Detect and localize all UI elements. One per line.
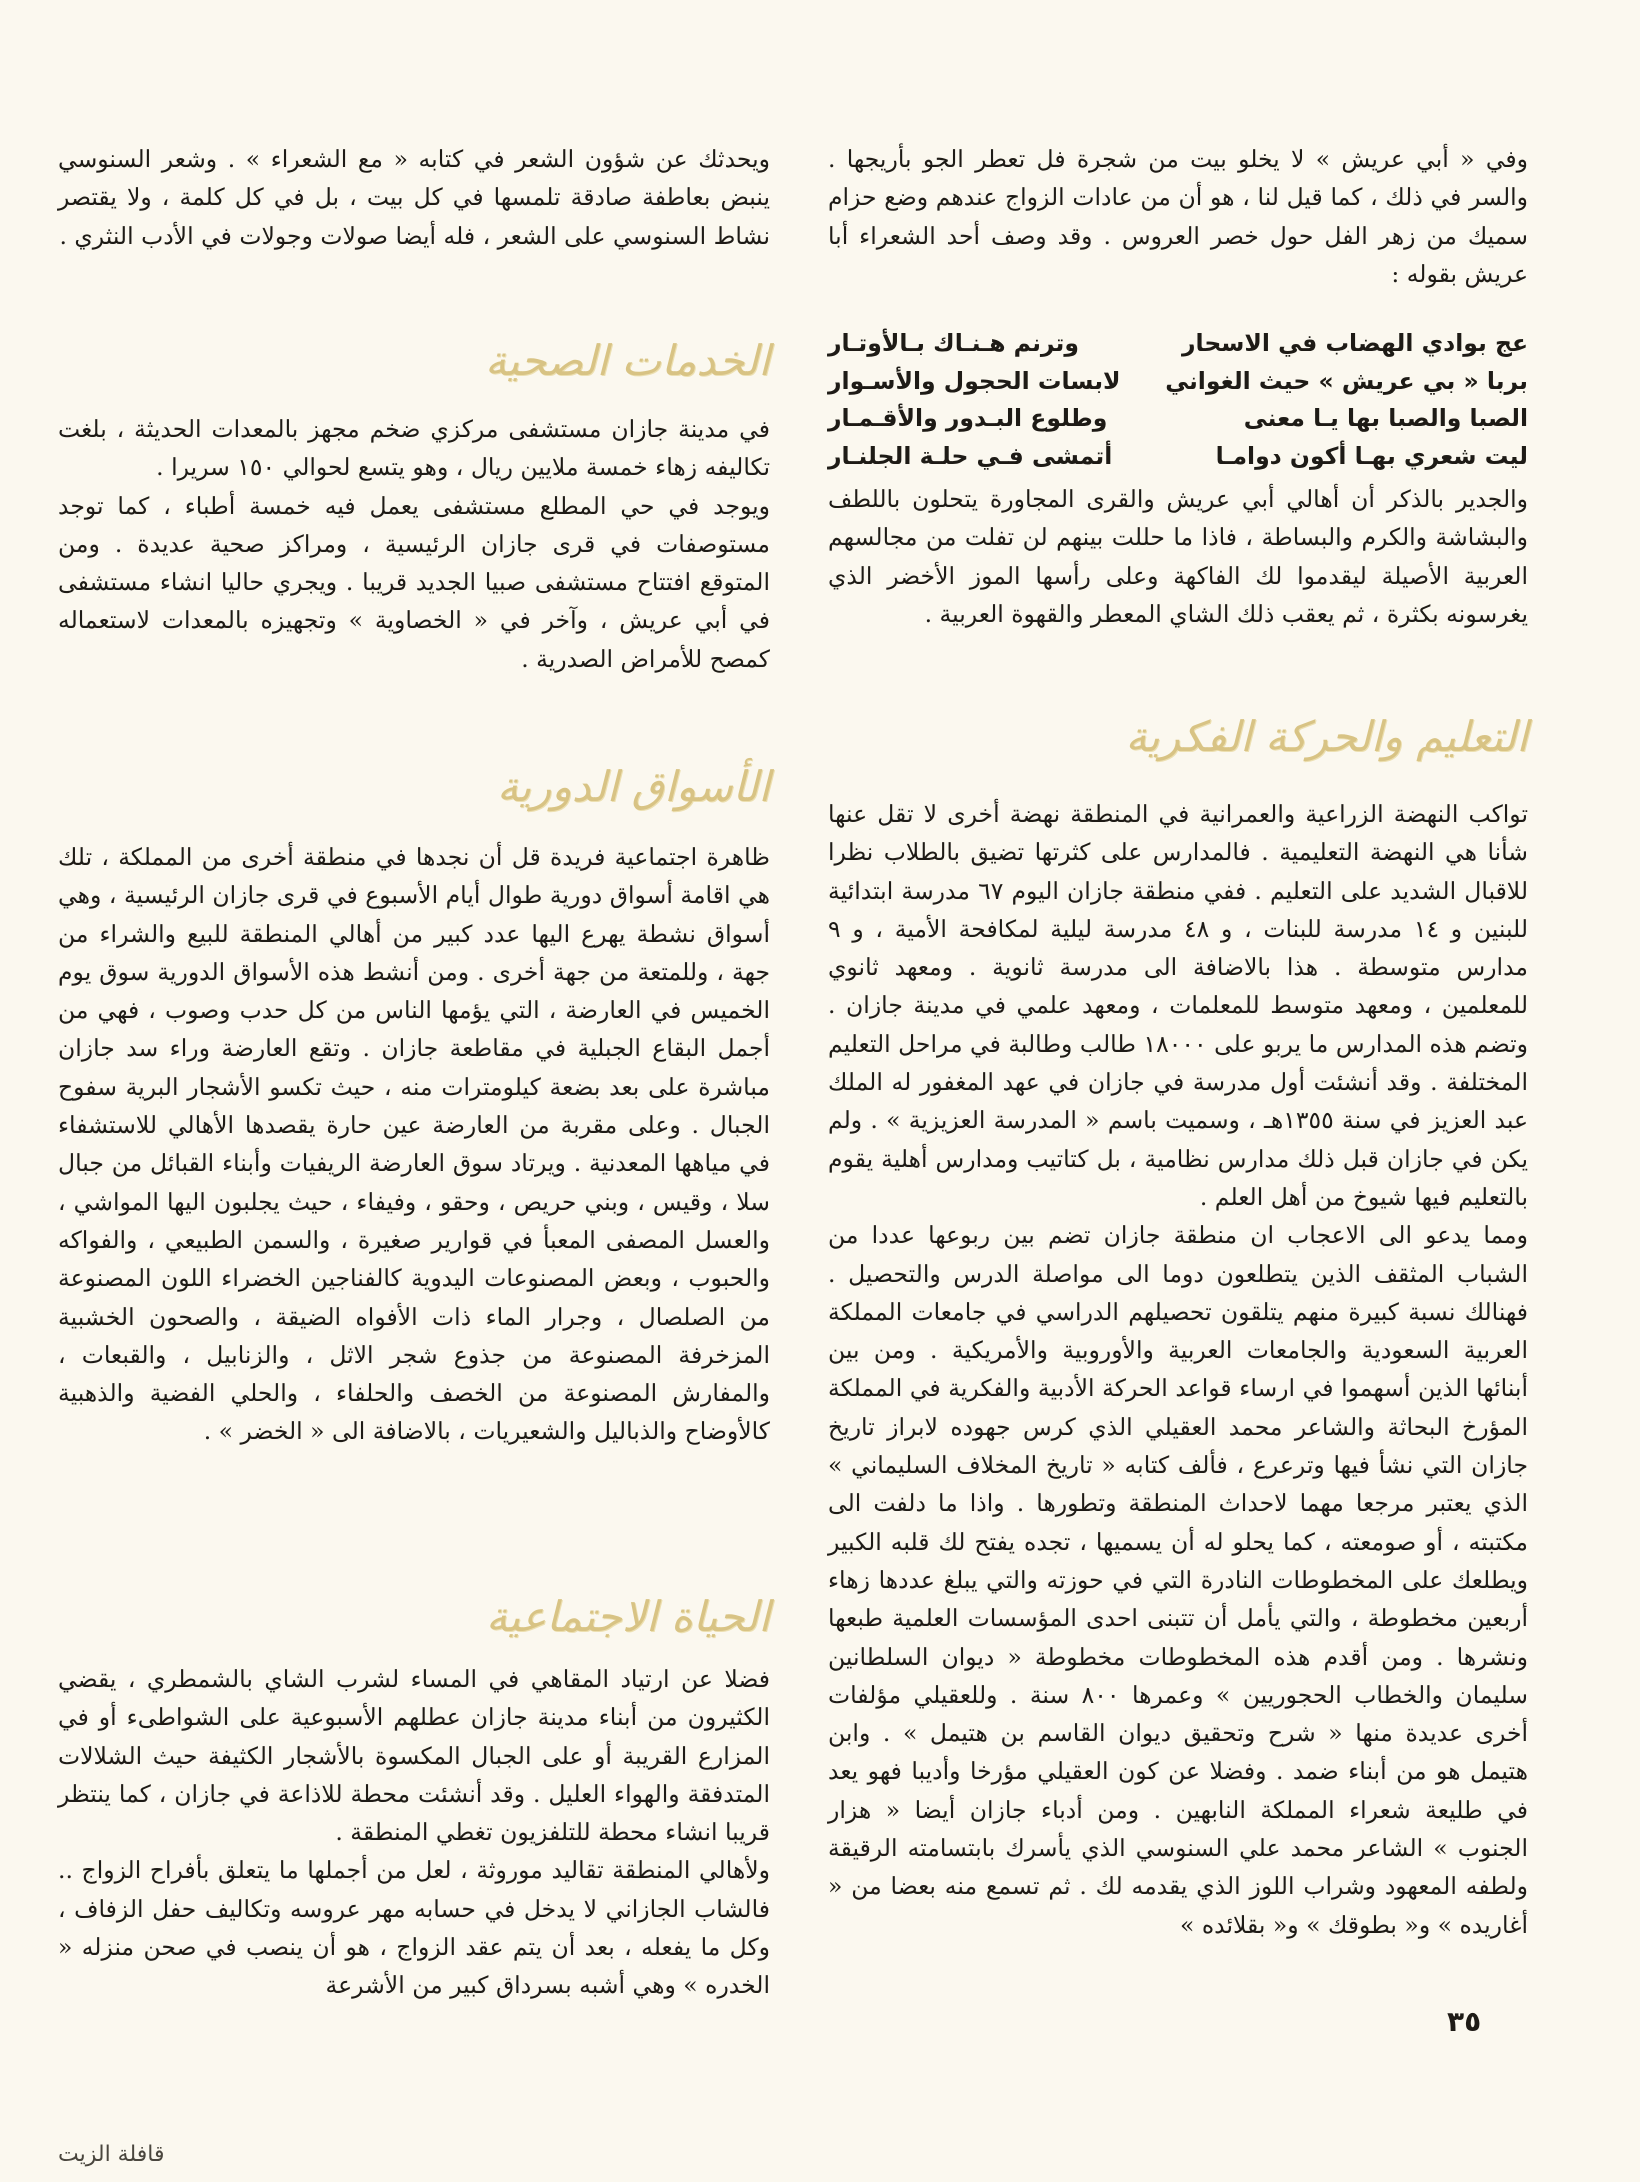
heading-periodic-markets: الأسواق الدورية [496,762,770,811]
paragraph-markets: ظاهرة اجتماعية فريدة قل أن نجدها في منطقة أخرى من المملكة ، تلك هي اقامة أسواق دورية طوال أيام الأسبوع في قرى جازان الرئيسية ، وهي أسواق نشطة يهرع اليها عدد كبير من أهالي المنطقة للبيع والشراء من جهة ، وللمتعة من جهة أخرى . ومن أنشط هذه الأسواق الدورية سوق يوم الخميس في العارضة ، التي يؤمها الناس من كل حدب وصوب ، فهي من أجمل البقاع الجبلية في مقاطعة جازان . وتقع العارضة وراء سد جازان مباشرة على بعد بضعة كيلومترات منه ، حيث تكسو الأشجار البرية سفوح الجبال . وعلى مقربة من العارضة عين حارة يقصدها الأهالي للاستشفاء في مياهها المعدنية . ويرتاد سوق العارضة الريفيات وأبناء القبائل من جبال سلا ، وقيس ، وبني حريص ، وحقو ، وفيفاء ، حيث يجلبون اليها المواشي ، والعسل المصفى المعبأ في قوارير صغيرة ، والسمن الطبيعي ، والفواكه والحبوب ، وبعض المصنوعات اليدوية كالفناجين الخضراء اللون المصنوعة من الصلصال ، وجرار الماء ذات الأفواه الضيقة ، والصحون الخشبية المزخرفة المصنوعة من جذوع شجر الاثل ، والزنابيل ، والقبعات ، والمفارش المصنوعة من الخصف والحلفاء ، والحلي الفضية والذهبية كالأوضاح والذباليل والشعيريات ، بالاضافة الى « الخضر » . [58,843,770,1446]
paragraph-hospitality: والجدير بالذكر أن أهالي أبي عريش والقرى المجاورة يتحلون باللطف والبشاشة والكرم والبساطة ، فاذا ما حللت بينهم لن تفلت من مجالسهم العربية الأصيلة ليقدموا لك الفاكهة وعلى رأسها الموز الأخضر الذي يغرسونه بكثرة ، ثم يعقب ذلك الشاي المعطر والقهوة العربية . [828,485,1528,628]
heading-social-life: الحياة الاجتماعية [486,1592,770,1641]
poem-verses [828,325,1528,475]
paragraph-social-1: فضلا عن ارتياد المقاهي في المساء لشرب الشاي بالشمطري ، يقضي الكثيرون من أبناء مدينة جازان عطلهم الأسبوعية على الشواطىء أو في المزارع القريبة أو على الجبال المكسوة بالأشجار الكثيفة حيث الشلالات المتدفقة والهواء العليل . وقد أنشئت محطة للاذاعة في جازان ، كما ينتظر قريبا انشاء محطة للتلفزيون تغطي المنطقة . [58,1665,770,1847]
right-column-education [828,795,1528,1944]
poem-verse [828,400,1528,438]
verse-second-hemistich: وترنم هـنـاك بـالأوتـار [828,329,1079,357]
verse-first-hemistich: الصبا والصبا بها يـا معنى [1243,404,1528,432]
verse-first-hemistich: عج بوادي الهضاب في الاسحار [1181,329,1528,357]
paragraph-social-2: ولأهالي المنطقة تقاليد موروثة ، لعل من أجملها ما يتعلق بأفراح الزواج .. فالشاب الجازاني لا يدخل في حسابه مهر عروسه وتكاليف حفل الزفاف ، وكل ما يفعله ، بعد أن يتم عقد الزواج ، هو أن ينصب في صحن منزله « الخدره » وهي أشبه بسرداق كبير من الأشرعة [58,1856,770,2000]
right-column [828,140,1528,293]
paragraph-abu-arish-intro: وفي « أبي عريش » لا يخلو بيت من شجرة فل تعطر الجو بأريجها . والسر في ذلك ، كما قيل لنا ، هو أن من عادات الزواج عندهم وضع حزام سميك من زهر الفل حول خصر العروس . وقد وصف أحد الشعراء أبا عريش بقوله : [828,145,1528,288]
left-column-health [58,410,770,678]
left-column-markets [58,838,770,1451]
verse-first-hemistich: بربا « بي عريش » حيث الغواني [1165,366,1528,395]
left-column-social [58,1660,770,2005]
paragraph-education-2: ومما يدعو الى الاعجاب ان منطقة جازان تضم بين ربوعها عددا من الشباب المثقف الذين يتطلعون دوما الى مواصلة الدرس والتحصيل . فهنالك نسبة كبيرة منهم يتلقون تحصيلهم الدراسي في جامعات المملكة العربية السعودية والجامعات العربية والأوروبية والأمريكية . ومن بين أبنائها الذين أسهموا في ارساء قواعد الحركة الأدبية والفكرية في المملكة المؤرخ البحاثة والشاعر محمد العقيلي الذي كرس جهوده لابراز تاريخ جازان التي نشأ فيها وترعرع ، فألف كتابه « تاريخ المخلاف السليماني » الذي يعتبر مرجعا مهما لاحداث المنطقة وتطورها . واذا ما دلفت الى مكتبته ، أو صومعته ، كما يحلو له أن يسميها ، تجده يفتح لك قلبه الكبير ويطلعك على المخطوطات النادرة التي في حوزته والتي يبلغ عددها زهاء أربعين مخطوطة ، والتي يأمل أن تتبنى احدى المؤسسات العلمية طبعها ونشرها . ومن أقدم هذه المخطوطات مخطوطة « ديوان السلطانين سليمان والخطاب الحجوريين » وعمرها ٨٠٠ سنة . وللعقيلي مؤلفات أخرى عديدة منها « شرح وتحقيق ديوان القاسم بن هتيمل » . وابن هتيمل هو من أبناء ضمد . وفضلا عن كون العقيلي مؤرخا وأديبا فهو يعد في طليعة شعراء المملكة النابهين . ومن أدباء جازان أيضا « هزار الجنوب » الشاعر محمد علي السنوسي الذي يأسرك بابتسامته الرقيقة ولطفه المعهود وشراب اللوز الذي يقدمه لك . ثم تسمع منه بعضا من « أغاريده » و« بطوقك » و« بقلائده » [828,1221,1528,1939]
right-column-after-poem [828,480,1528,633]
paragraph-education-1: تواكب النهضة الزراعية والعمرانية في المنطقة نهضة أخرى لا تقل عنها شأنا هي النهضة التعليمية . فالمدارس على كثرتها تضيق بالطلاب نظرا للاقبال الشديد على التعليم . ففي منطقة جازان اليوم ٦٧ مدرسة ابتدائية للبنين و ١٤ مدرسة للبنات ، و ٤٨ مدرسة ليلية لمكافحة الأمية ، و ٩ مدارس متوسطة . هذا بالاضافة الى مدرسة ثانوية . ومعهد ثانوي للمعلمين ، ومعهد متوسط للمعلمات ، ومعهد علمي في مدينة جازان . وتضم هذه المدارس ما يربو على ١٨٠٠٠ طالب وطالبة في مراحل التعليم المختلفة . وقد أنشئت أول مدرسة في جازان في عهد المغفور له الملك عبد العزيز في سنة ١٣٥٥هـ ، وسميت باسم « المدرسة العزيزية » . ولم يكن في جازان قبل ذلك مدارس نظامية ، بل كتاتيب ومدارس أهلية يقوم بالتعليم فيها شيوخ من أهل العلم . [828,800,1528,1211]
poem-verse [828,325,1528,363]
page-number: ٣٥ [1447,2005,1482,2038]
heading-education: التعليم والحركة الفكرية [1125,712,1528,761]
left-column-intro [58,140,770,255]
paragraph-health-2: ويوجد في حي المطلع مستشفى يعمل فيه خمسة أطباء ، كما توجد مستوصفات في قرى جازان الرئيسية ، ومراكز صحية عديدة . ومن المتوقع افتتاح مستشفى صبيا الجديد قريبا . ويجري حاليا انشاء مستشفى في أبي عريش ، وآخر في « الخصاوية » وتجهيزه بالمعدات لاستعماله كمصح للأمراض الصدرية . [58,491,770,673]
verse-first-hemistich: ليت شعري بهـا أكون دوامـا [1215,441,1528,470]
paragraph-health-1: في مدينة جازان مستشفى مركزي ضخم مجهز بالمعدات الحديثة ، بلغت تكاليفه زهاء خمسة ملايين ريال ، وهو يتسع لحوالي ١٥٠ سريرا . [58,415,770,482]
poem-verse [828,438,1528,476]
verse-second-hemistich: وطلوع البـدور والأقـمـار [828,404,1108,432]
poem-verse [828,363,1528,401]
verse-second-hemistich: أتمشى فـي حلـة الجلنـار [828,441,1113,470]
paragraph-senussi-poetry: ويحدثك عن شؤون الشعر في كتابه « مع الشعراء » . وشعر السنوسي ينبض بعاطفة صادقة تلمسها في كل بيت ، بل في كل كلمة ، ولا يقتصر نشاط السنوسي على الشعر ، فله أيضا صولات وجولات في الأدب النثري . [58,145,770,250]
heading-health-services: الخدمات الصحية [485,336,770,385]
footer-magazine-name: قافلة الزيت [58,2142,165,2167]
verse-second-hemistich: لابسات الحجول والأسـوار [828,366,1121,395]
